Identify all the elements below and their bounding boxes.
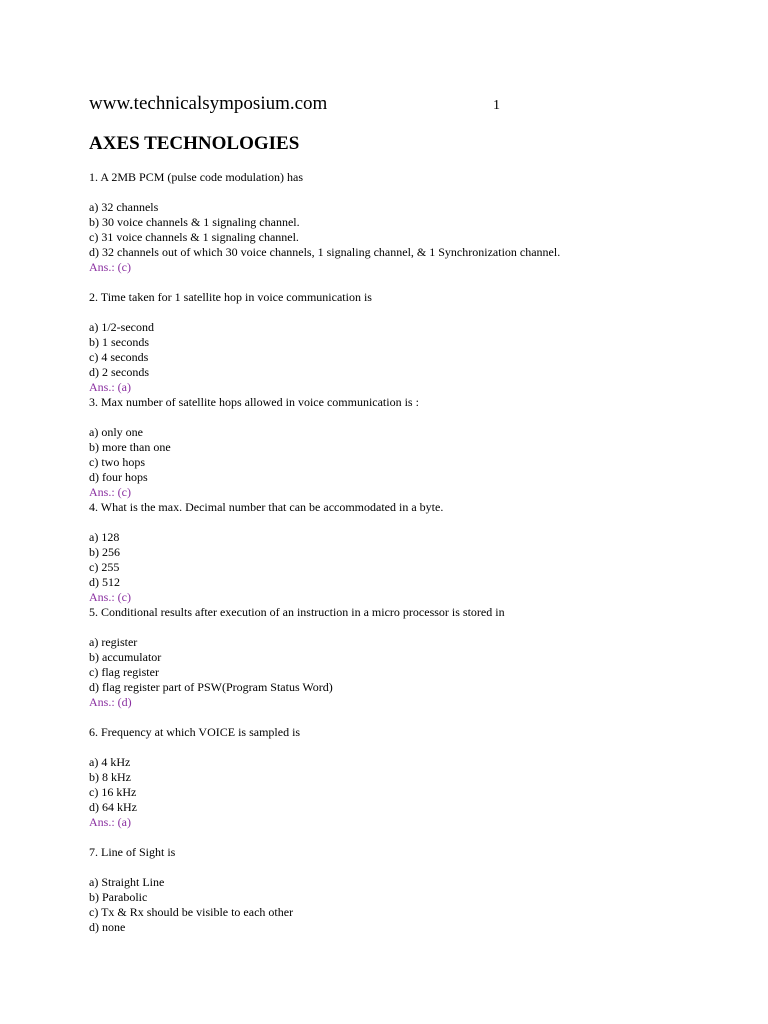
option: c) flag register: [89, 665, 159, 679]
option: c) Tx & Rx should be visible to each other: [89, 905, 294, 919]
answer: Ans.: (c): [89, 590, 131, 604]
page-number: 1: [493, 98, 500, 113]
option: a) 4 kHz: [89, 755, 131, 769]
question-text: 5. Conditional results after execution of an instruction in a micro processor is stored in: [89, 605, 505, 619]
option: a) 1/2-second: [89, 320, 154, 334]
option: b) accumulator: [89, 650, 162, 664]
question-text: 1. A 2MB PCM (pulse code modulation) has: [89, 170, 303, 184]
question-text: 7. Line of Sight is: [89, 845, 176, 859]
option: a) register: [89, 635, 138, 649]
answer: Ans.: (a): [89, 380, 131, 394]
option: c) 31 voice channels & 1 signaling channel.: [89, 230, 299, 244]
question-text: 4. What is the max. Decimal number that can be accommodated in a byte.: [89, 500, 444, 514]
option: b) more than one: [89, 440, 171, 454]
question-list: [89, 170, 729, 935]
option: b) 30 voice channels & 1 signaling channel.: [89, 215, 300, 229]
option: a) 32 channels: [89, 200, 159, 214]
option: d) 64 kHz: [89, 800, 137, 814]
answer: Ans.: (c): [89, 260, 131, 274]
question-text: 3. Max number of satellite hops allowed in voice communication is :: [89, 395, 419, 409]
option: d) none: [89, 920, 126, 934]
answer: Ans.: (a): [89, 815, 131, 829]
option: d) flag register part of PSW(Program Status Word): [89, 680, 333, 694]
answer: Ans.: (c): [89, 485, 131, 499]
question-text: 2. Time taken for 1 satellite hop in voice communication is: [89, 290, 372, 304]
option: d) 32 channels out of which 30 voice channels, 1 signaling channel, & 1 Synchronization channel.: [89, 245, 561, 259]
option: c) two hops: [89, 455, 145, 469]
option: c) 255: [89, 560, 120, 574]
option: b) Parabolic: [89, 890, 148, 904]
site-url: www.technicalsymposium.com: [89, 93, 328, 114]
page-title: AXES TECHNOLOGIES: [89, 133, 300, 154]
option: b) 256: [89, 545, 120, 559]
option: d) four hops: [89, 470, 148, 484]
option: a) 128: [89, 530, 120, 544]
option: d) 2 seconds: [89, 365, 149, 379]
option: a) Straight Line: [89, 875, 165, 889]
option: b) 1 seconds: [89, 335, 149, 349]
answer: Ans.: (d): [89, 695, 132, 709]
option: b) 8 kHz: [89, 770, 131, 784]
option: d) 512: [89, 575, 120, 589]
option: c) 4 seconds: [89, 350, 149, 364]
option: c) 16 kHz: [89, 785, 137, 799]
question-text: 6. Frequency at which VOICE is sampled is: [89, 725, 301, 739]
option: a) only one: [89, 425, 143, 439]
